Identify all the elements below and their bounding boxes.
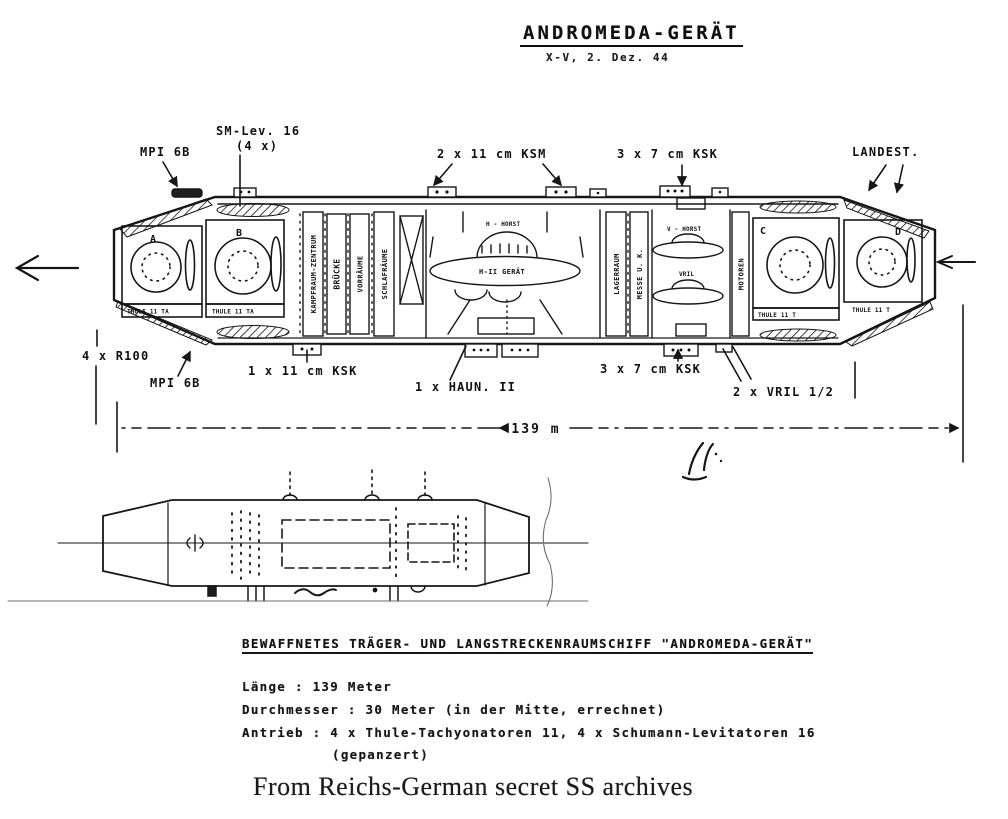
hatch-bumps	[283, 470, 432, 500]
storage-strips	[606, 212, 648, 336]
spec-heading: BEWAFFNETES TRÄGER- UND LANGSTRECKENRAUMSCHIFF "ANDROMEDA-GERÄT"	[242, 636, 813, 654]
bay-d-label: D	[895, 227, 902, 238]
belly-turrets	[293, 344, 732, 357]
bay-a-engine-label: THULE 11 TA	[127, 308, 169, 316]
engine-bay-b	[206, 220, 284, 317]
central-hangar	[426, 210, 600, 338]
engine-bay-a	[122, 226, 202, 317]
compartment-lagerraum: LAGERRAUM	[613, 253, 621, 295]
length-dimension-value: 139 m	[511, 422, 561, 437]
callout-ksk11-bottom: 1 x 11 cm KSK	[248, 364, 358, 378]
callout-vril-bottom: 2 x VRIL 1/2	[733, 385, 835, 399]
page-title: ANDROMEDA-GERÄT	[520, 22, 743, 47]
hangar-h-horst-label: H - HORST	[486, 221, 521, 228]
spec-armored: (gepanzert)	[332, 747, 430, 762]
compartment-vorraeume: VORRÄUME	[356, 255, 365, 293]
spec-diameter: Durchmesser : 30 Meter (in der Mitte, errechnet)	[242, 702, 666, 717]
callouts-top	[140, 124, 919, 206]
motoren-strip	[732, 212, 749, 336]
vril-saucer-label: VRIL	[679, 271, 695, 278]
callout-ksk-top: 3 x 7 cm KSK	[617, 147, 719, 161]
bay-a-label: A	[150, 234, 157, 245]
callout-mpi-bottom: MPI 6B	[150, 376, 201, 390]
compartment-messe: MESSE U. K.	[636, 248, 644, 300]
haunebu-label: H-II GERÄT	[479, 268, 526, 276]
left-direction-arrow	[17, 256, 78, 280]
vril-hangar	[652, 198, 730, 338]
archive-caption: From Reichs-German secret SS archives	[253, 772, 694, 801]
rivet-dot-columns	[232, 508, 466, 580]
page-subtitle: X-V, 2. Dez. 44	[546, 51, 670, 64]
callout-ksm: 2 x 11 cm KSM	[437, 147, 547, 161]
compartment-motoren: MOTOREN	[737, 257, 746, 291]
callout-ksk7-bottom: 3 x 7 cm KSK	[600, 362, 702, 376]
spec-length: Länge : 139 Meter	[242, 679, 393, 694]
deck-turrets	[172, 186, 728, 197]
handwritten-initials	[683, 443, 722, 480]
engine-bay-c	[753, 218, 839, 320]
callout-smlev: SM-Lev. 16	[216, 124, 301, 138]
bay-c-label: C	[760, 226, 767, 237]
compartment-schlafraeume: SCHLAFRÄUME	[381, 248, 389, 300]
bay-b-engine-label: THULE 11 TA	[212, 308, 254, 316]
top-view	[8, 470, 588, 606]
right-direction-arrow	[938, 256, 975, 268]
callout-mpi-top: MPI 6B	[140, 145, 191, 159]
callout-r100: 4 x R100	[82, 349, 150, 363]
engine-bay-d	[844, 220, 922, 314]
compartment-strips	[300, 212, 423, 336]
bay-b-label: B	[236, 228, 243, 239]
keel-appendages	[208, 586, 425, 601]
callout-haun: 1 x HAUN. II	[415, 380, 517, 394]
bay-c-engine-label: THULE 11 T	[758, 312, 797, 319]
bay-d-engine-label: THULE 11 T	[852, 307, 891, 314]
compartment-bruecke: BRÜCKE	[332, 258, 342, 290]
callout-smlev-count: (4 x)	[236, 139, 279, 153]
callout-landest: LANDEST.	[852, 145, 920, 159]
spec-drive: Antrieb : 4 x Thule-Tachyonatoren 11, 4 x Schumann-Levitatoren 16	[242, 725, 816, 740]
v-horst-label: V - HORST	[667, 226, 702, 233]
compartment-kampfraum: KAMPFRAUM-ZENTRUM	[310, 234, 318, 314]
